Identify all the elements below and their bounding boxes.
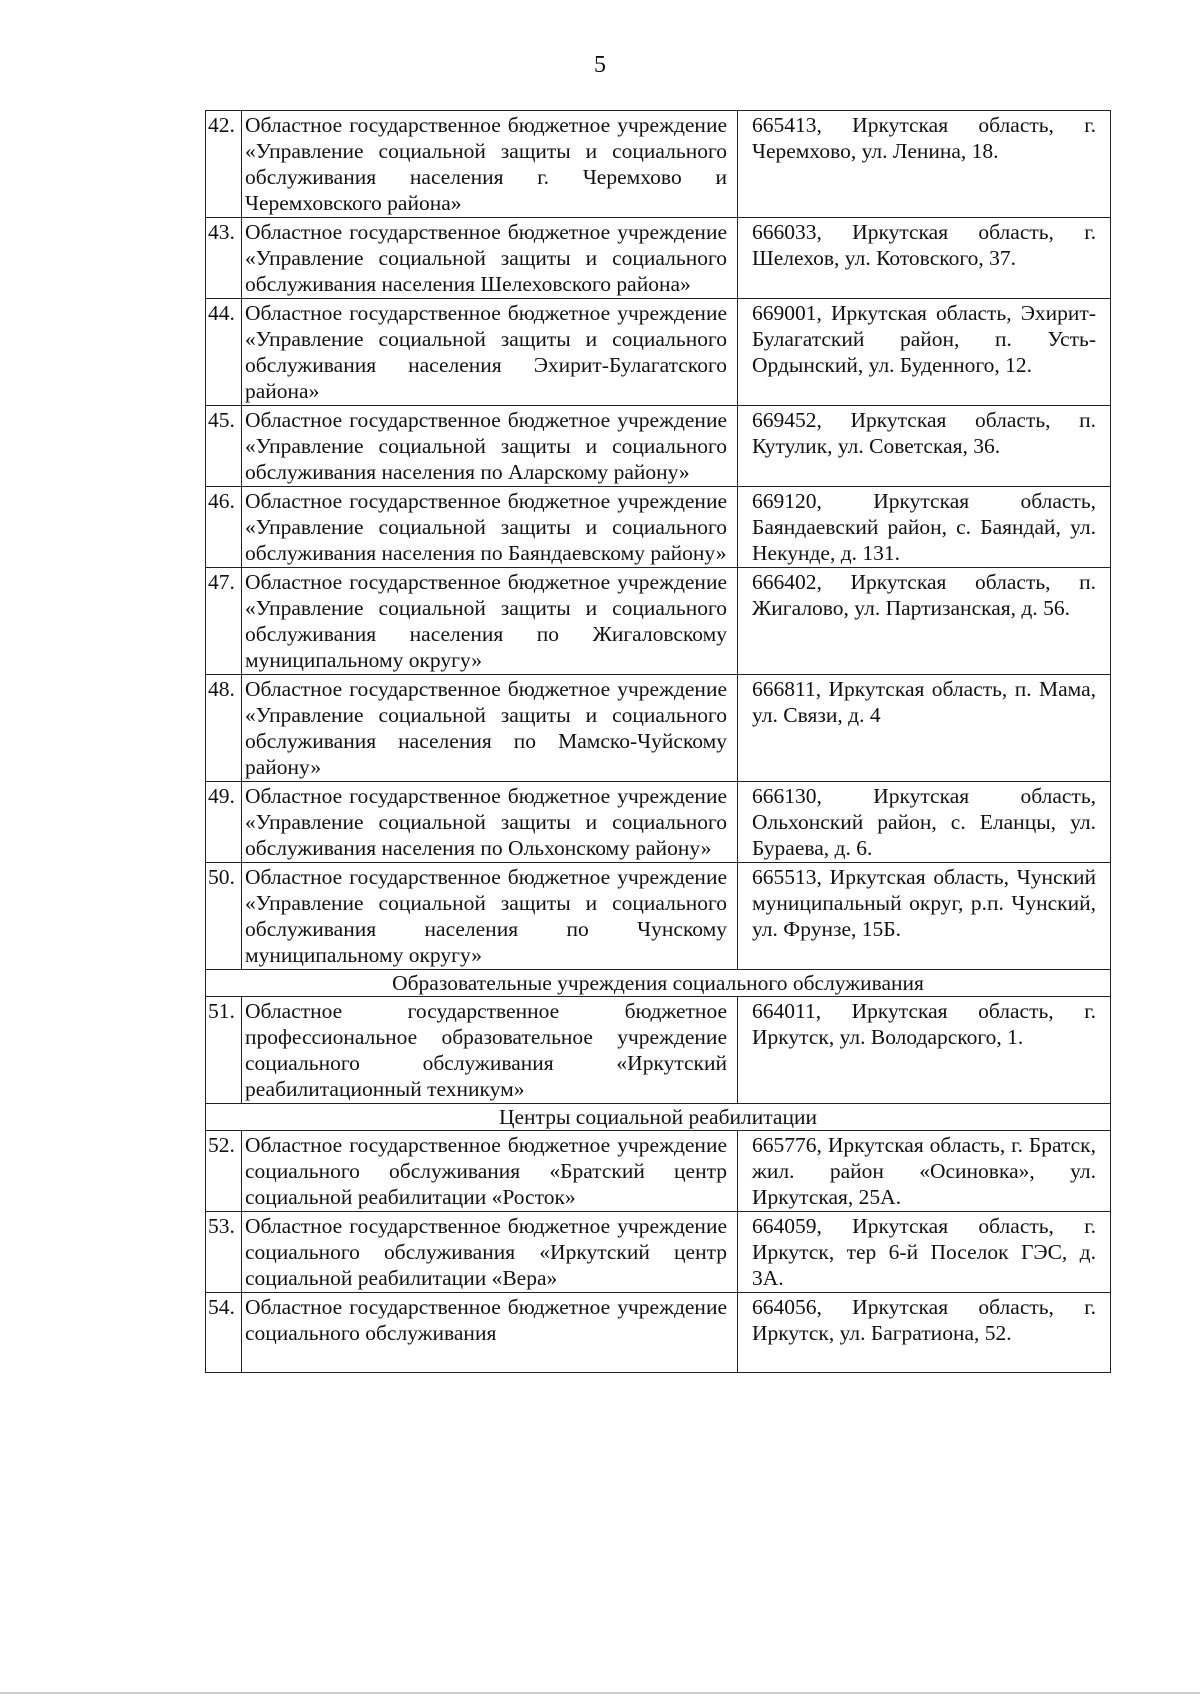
institution-address: 664011, Иркутская область, г. Иркутск, ул. Володарского, 1. <box>738 997 1111 1104</box>
institution-address: 664056, Иркутская область, г. Иркутск, ул. Багратиона, 52. <box>738 1293 1111 1373</box>
institution-address: 669120, Иркутская область, Баяндаевский район, с. Баяндай, ул. Некунде, д. 131. <box>738 487 1111 568</box>
table-row <box>206 487 1111 568</box>
institution-address: 664059, Иркутская область, г. Иркутск, тер 6-й Поселок ГЭС, д. 3А. <box>738 1212 1111 1293</box>
table-row <box>206 782 1111 863</box>
row-number: 44. <box>206 299 242 406</box>
row-number: 47. <box>206 568 242 675</box>
table-row <box>206 1293 1111 1373</box>
institution-name: Областное государственное бюджетное учреждение «Управление социальной защиты и социального обслуживания населения по Аларскому району» <box>242 406 738 487</box>
institution-address: 666130, Иркутская область, Ольхонский район, с. Еланцы, ул. Бураева, д. 6. <box>738 782 1111 863</box>
institution-name: Областное государственное бюджетное учреждение «Управление социальной защиты и социального обслуживания населения по Жигаловскому муниципальному округу» <box>242 568 738 675</box>
institution-address: 665513, Иркутская область, Чунский муниципальный округ, р.п. Чунский, ул. Фрунзе, 15Б. <box>738 863 1111 970</box>
institution-address: 666402, Иркутская область, п. Жигалово, ул. Партизанская, д. 56. <box>738 568 1111 675</box>
institution-name: Областное государственное бюджетное учреждение «Управление социальной защиты и социального обслуживания населения по Ольхонскому району» <box>242 782 738 863</box>
row-number: 54. <box>206 1293 242 1373</box>
section-title: Центры социальной реабилитации <box>206 1104 1111 1131</box>
table-row <box>206 111 1111 218</box>
row-number: 52. <box>206 1131 242 1212</box>
row-number: 53. <box>206 1212 242 1293</box>
page-number: 5 <box>594 52 606 78</box>
bottom-scan-edge <box>0 1692 1200 1694</box>
institution-address: 669452, Иркутская область, п. Кутулик, ул. Советская, 36. <box>738 406 1111 487</box>
table-row <box>206 218 1111 299</box>
institution-name: Областное государственное бюджетное профессиональное образовательное учреждение социального обслуживания «Иркутский реабилитационный техникум» <box>242 997 738 1104</box>
institution-name: Областное государственное бюджетное учреждение «Управление социальной защиты и социального обслуживания населения Шелеховского района» <box>242 218 738 299</box>
table-row <box>206 1131 1111 1212</box>
institution-name: Областное государственное бюджетное учреждение «Управление социальной защиты и социального обслуживания населения по Баяндаевскому району» <box>242 487 738 568</box>
institution-name: Областное государственное бюджетное учреждение социального обслуживания «Иркутский центр социальной реабилитации «Вера» <box>242 1212 738 1293</box>
institution-name: Областное государственное бюджетное учреждение «Управление социальной защиты и социального обслуживания населения Эхирит-Булагатского района» <box>242 299 738 406</box>
institutions-table <box>205 110 1111 1373</box>
table-row <box>206 406 1111 487</box>
row-number: 49. <box>206 782 242 863</box>
institution-address: 666033, Иркутская область, г. Шелехов, ул. Котовского, 37. <box>738 218 1111 299</box>
institution-name: Областное государственное бюджетное учреждение «Управление социальной защиты и социального обслуживания населения по Чунскому муниципальному округу» <box>242 863 738 970</box>
row-number: 46. <box>206 487 242 568</box>
section-header-row <box>206 970 1111 997</box>
row-number: 51. <box>206 997 242 1104</box>
institution-name: Областное государственное бюджетное учреждение социального обслуживания «Братский центр социальной реабилитации «Росток» <box>242 1131 738 1212</box>
section-title: Образовательные учреждения социального обслуживания <box>206 970 1111 997</box>
section-header-row <box>206 1104 1111 1131</box>
institution-name: Областное государственное бюджетное учреждение социального обслуживания <box>242 1293 738 1373</box>
institution-address: 665413, Иркутская область, г. Черемхово, ул. Ленина, 18. <box>738 111 1111 218</box>
institutions-table-body <box>206 111 1111 1373</box>
table-row <box>206 568 1111 675</box>
row-number: 50. <box>206 863 242 970</box>
table-row <box>206 299 1111 406</box>
institution-address: 669001, Иркутская область, Эхирит-Булагатский район, п. Усть-Ордынский, ул. Буденного, 12. <box>738 299 1111 406</box>
institution-name: Областное государственное бюджетное учреждение «Управление социальной защиты и социального обслуживания населения по Мамско-Чуйскому району» <box>242 675 738 782</box>
institution-address: 666811, Иркутская область, п. Мама, ул. Связи, д. 4 <box>738 675 1111 782</box>
row-number: 43. <box>206 218 242 299</box>
row-number: 45. <box>206 406 242 487</box>
table-row <box>206 675 1111 782</box>
table-row <box>206 1212 1111 1293</box>
row-number: 42. <box>206 111 242 218</box>
row-number: 48. <box>206 675 242 782</box>
institution-address: 665776, Иркутская область, г. Братск, жил. район «Осиновка», ул. Иркутская, 25А. <box>738 1131 1111 1212</box>
table-row <box>206 863 1111 970</box>
institution-name: Областное государственное бюджетное учреждение «Управление социальной защиты и социального обслуживания населения г. Черемхово и Черемховского района» <box>242 111 738 218</box>
table-row <box>206 997 1111 1104</box>
